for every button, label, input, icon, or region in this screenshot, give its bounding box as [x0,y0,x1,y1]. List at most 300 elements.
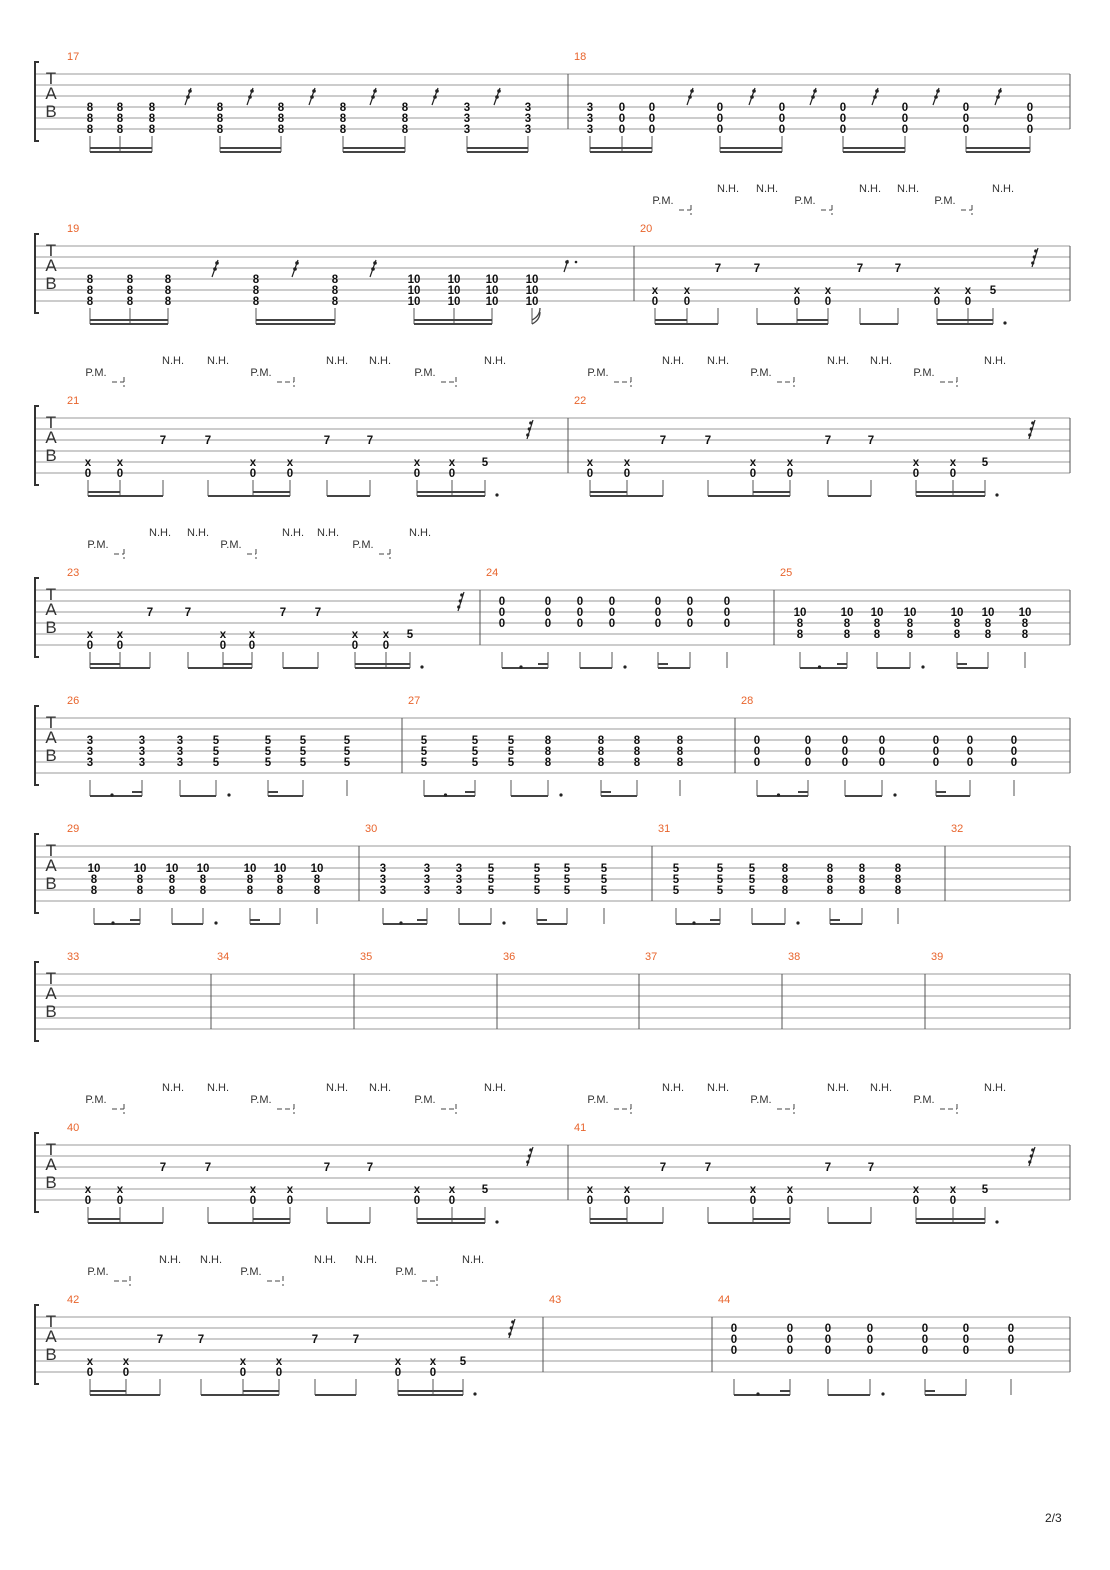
fret-number: 0 [286,1195,294,1207]
fret-number: 5 [343,735,351,747]
fret-number: 10 [447,296,461,308]
fret-number: 5 [563,863,571,875]
fret-number: 0 [576,607,584,619]
fret-number: 8 [164,296,172,308]
measure-number: 42 [67,1294,80,1306]
fret-number: 8 [216,102,224,114]
palm-mute-label: P.M. [220,539,242,551]
fret-number: 0 [248,640,256,652]
tab-clef-letter: A [45,856,57,875]
tab-clef-letter: T [45,1140,57,1159]
fret-number: 8 [858,885,866,897]
natural-harmonic-label: N.H. [149,527,171,539]
rhythm-dot [893,793,896,796]
natural-harmonic-label: N.H. [317,527,339,539]
fret-number: 8 [126,296,134,308]
sixteenth-rest [875,89,879,93]
fret-number: 8 [86,113,94,125]
rhythm-dot [502,921,505,924]
sixteenth-rest [813,89,817,93]
fret-number: 0 [1026,102,1034,114]
fret-number: 0 [866,1323,874,1335]
measure-number: 34 [217,951,230,963]
fret-number: 10 [525,274,539,286]
tab-clef-letter: T [45,969,57,988]
tab-clef-letter: B [45,874,57,893]
sixteenth-rest [497,89,501,93]
fret-number: 0 [841,746,849,758]
fret-number: 10 [133,863,147,875]
fret-number: 10 [165,863,179,875]
fret-number: 5 [716,885,724,897]
fret-number: 0 [804,746,812,758]
fret-number: 5 [533,863,541,875]
fret-number: 0 [84,468,92,480]
fret-number: 0 [921,1334,929,1346]
fret-number: 5 [299,757,307,769]
fret-number: 0 [1007,1323,1015,1335]
fret-number: 8 [597,746,605,758]
fret-number: 0 [413,468,421,480]
fret-number: 5 [343,757,351,769]
natural-harmonic-label: N.H. [859,183,881,195]
measure-number: 25 [780,567,793,579]
fret-number: 0 [804,735,812,747]
fret-number: 5 [563,885,571,897]
rhythm-dot [444,793,447,796]
sixteenth-rest [690,103,691,104]
fret-number: 7 [184,607,192,619]
fret-number: 0 [1007,1345,1015,1357]
fret-number: 8 [277,113,285,125]
fret-number: 8 [843,618,851,630]
fret-number: 5 [533,885,541,897]
fret-number: 0 [1010,746,1018,758]
fret-number: 8 [252,285,260,297]
fret-number: x [248,629,256,641]
measure-number: 22 [574,395,587,407]
fret-number: 0 [962,1345,970,1357]
fret-number: 8 [826,863,834,875]
fret-number: 8 [826,885,834,897]
fret-number: 8 [894,874,902,886]
fret-number: 8 [126,285,134,297]
fret-number: 0 [219,640,227,652]
natural-harmonic-label: N.H. [282,527,304,539]
sixteenth-rest [495,95,499,99]
fret-number: 0 [586,468,594,480]
fret-number: 8 [277,102,285,114]
fret-number: 8 [796,618,804,630]
fret-number: 8 [199,874,207,886]
thirty-second-rest [510,1326,513,1329]
fret-number: 8 [168,885,176,897]
fret-number: 8 [276,885,284,897]
fret-number: 7 [311,1334,319,1346]
fret-number: x [286,1184,294,1196]
palm-mute-extent [379,549,390,559]
fret-number: 0 [394,1367,402,1379]
fret-number: 7 [824,1162,832,1174]
fret-number: 0 [901,124,909,136]
tab-clef-letter: T [45,841,57,860]
fret-number: 5 [716,874,724,886]
tab-clef-letter: T [45,1312,57,1331]
rhythm-dot [214,921,217,924]
natural-harmonic-label: N.H. [870,1082,892,1094]
palm-mute-label: P.M. [934,195,956,207]
tab-clef-letter: A [45,84,57,103]
tab-clef-letter: T [45,713,57,732]
sixteenth-rest [310,95,314,99]
fret-number: 5 [420,757,428,769]
fret-number: 0 [932,746,940,758]
fret-number: 5 [471,746,479,758]
measure-number: 43 [549,1294,562,1306]
sixteenth-rest [188,103,189,104]
fret-number: 3 [455,885,463,897]
fret-number: x [586,457,594,469]
tab-clef-letter: T [45,413,57,432]
fret-number: 0 [618,124,626,136]
fret-number: 7 [824,435,832,447]
palm-mute-extent [441,1104,456,1114]
fret-number: 0 [786,1323,794,1335]
fret-number: 7 [856,263,864,275]
fret-number: 7 [204,435,212,447]
fret-number: 8 [894,863,902,875]
sixteenth-rest [936,103,937,104]
fret-number: 8 [781,863,789,875]
palm-mute-label: P.M. [85,367,107,379]
fret-number: 5 [299,746,307,758]
sixteenth-rest [371,267,375,271]
sixteenth-rest [497,103,498,104]
fret-number: 0 [753,757,761,769]
fret-number: 3 [586,113,594,125]
fret-number: x [382,629,390,641]
fret-number: 3 [138,735,146,747]
palm-mute-extent [114,549,124,559]
natural-harmonic-label: N.H. [200,1254,222,1266]
palm-mute-extent [821,205,832,215]
fret-number: 5 [264,746,272,758]
fret-number: 3 [176,757,184,769]
fret-number: 7 [323,435,331,447]
palm-mute-label: P.M. [652,195,674,207]
natural-harmonic-label: N.H. [207,355,229,367]
natural-harmonic-label: N.H. [992,183,1014,195]
fret-number: 10 [793,607,807,619]
palm-mute-extent [112,1104,124,1114]
natural-harmonic-label: N.H. [707,355,729,367]
fret-number: 8 [331,296,339,308]
tab-clef-letter: A [45,984,57,1003]
fret-number: 0 [116,468,124,480]
fret-number: 0 [429,1367,437,1379]
fret-number: 7 [159,435,167,447]
fret-number: 0 [824,1345,832,1357]
palm-mute-label: P.M. [414,367,436,379]
measure-number: 38 [788,951,801,963]
fret-number: x [239,1356,247,1368]
measure-number: 32 [951,823,964,835]
fret-number: 5 [981,1184,989,1196]
fret-number: 0 [249,1195,257,1207]
measure-number: 44 [718,1294,731,1306]
fret-number: 8 [148,113,156,125]
fret-number: 3 [524,102,532,114]
palm-mute-extent [940,1104,957,1114]
fret-number: 0 [683,296,691,308]
fret-number: 0 [866,1345,874,1357]
fret-number: 8 [86,274,94,286]
fret-number: 0 [749,468,757,480]
palm-mute-extent [961,205,972,215]
fret-number: 0 [544,596,552,608]
fret-number: 7 [156,1334,164,1346]
thirty-second-rest [528,1154,531,1157]
fret-number: x [949,1184,957,1196]
rhythm-dot [519,665,522,668]
fret-number: x [786,457,794,469]
fret-number: 0 [618,102,626,114]
sixteenth-rest [996,95,1000,99]
fret-number: 0 [1010,757,1018,769]
fret-number: 0 [901,113,909,125]
rhythm-dot [995,1220,998,1223]
fret-number: 8 [781,874,789,886]
palm-mute-extent [267,1276,283,1286]
natural-harmonic-label: N.H. [662,1082,684,1094]
sixteenth-rest [215,261,219,265]
fret-number: 0 [912,1195,920,1207]
fret-number: 7 [366,435,374,447]
fret-number: 0 [686,596,694,608]
measure-number: 24 [486,567,499,579]
rhythm-dot [473,1392,476,1395]
fret-number: 8 [86,102,94,114]
fret-number: 3 [586,124,594,136]
palm-mute-label: P.M. [913,367,935,379]
sixteenth-rest [934,95,938,99]
fret-number: 0 [962,113,970,125]
fret-number: x [249,1184,257,1196]
fret-number: x [116,629,124,641]
sixteenth-rest [213,267,217,271]
rhythm-dot [995,493,998,496]
fret-number: x [351,629,359,641]
fret-number: 0 [116,1195,124,1207]
fret-number: 0 [413,1195,421,1207]
fret-number: x [448,1184,456,1196]
fret-number: 5 [487,885,495,897]
tab-clef-letter: T [45,585,57,604]
fret-number: 0 [608,596,616,608]
fret-number: x [964,285,972,297]
fret-number: 0 [716,102,724,114]
fret-number: 0 [804,757,812,769]
fret-number: x [122,1356,130,1368]
rhythm-dot [399,921,402,924]
measure-number: 40 [67,1122,80,1134]
sixteenth-rest [215,275,216,276]
fret-number: 7 [659,435,667,447]
fret-number: 0 [786,1345,794,1357]
fret-number: 8 [90,874,98,886]
fret-number: 0 [382,640,390,652]
rhythm-dot [777,793,780,796]
fret-number: 8 [168,874,176,886]
fret-number: 0 [544,618,552,630]
sixteenth-rest [312,89,316,93]
fret-number: 3 [524,124,532,136]
fret-number: 0 [648,113,656,125]
fret-number: 8 [676,757,684,769]
natural-harmonic-label: N.H. [827,355,849,367]
fret-number: 0 [966,746,974,758]
palm-mute-extent [112,377,124,387]
fret-number: 0 [932,735,940,747]
fret-number: 7 [714,263,722,275]
fret-number: 3 [463,113,471,125]
fret-number: 0 [966,757,974,769]
sixteenth-rest [752,89,756,93]
natural-harmonic-label: N.H. [369,355,391,367]
fret-number: 5 [299,735,307,747]
fret-number: 0 [878,735,886,747]
fret-number: 3 [176,735,184,747]
fret-number: 0 [878,757,886,769]
page-number: 2/3 [1045,1511,1062,1525]
fret-number: x [448,457,456,469]
thirty-second-rest [529,421,532,424]
fret-number: 0 [648,102,656,114]
fret-number: 5 [487,874,495,886]
fret-number: x [86,1356,94,1368]
fret-number: 5 [264,757,272,769]
fret-number: 8 [277,124,285,136]
fret-number: 10 [903,607,917,619]
fret-number: 8 [339,124,347,136]
sixteenth-rest [373,275,374,276]
fret-number: 3 [524,113,532,125]
fret-number: 0 [786,468,794,480]
fret-number: 5 [981,457,989,469]
fret-number: 0 [723,618,731,630]
fret-number: 0 [912,468,920,480]
fret-number: 0 [839,113,847,125]
fret-number: 8 [858,863,866,875]
fret-number: 8 [676,735,684,747]
fret-number: 0 [286,468,294,480]
natural-harmonic-label: N.H. [159,1254,181,1266]
fret-number: 0 [654,618,662,630]
thirty-second-rest [529,1148,532,1151]
fret-number: 10 [485,274,499,286]
sixteenth-rest [433,95,437,99]
fret-number: x [413,457,421,469]
fret-number: 5 [672,874,680,886]
tab-clef-letter: B [45,1345,57,1364]
palm-mute-label: P.M. [87,539,109,551]
fret-number: 0 [932,757,940,769]
fret-number: 0 [949,1195,957,1207]
fret-number: x [84,457,92,469]
fret-number: 0 [962,1334,970,1346]
fret-number: 8 [401,113,409,125]
thirty-second-rest [1031,1148,1034,1151]
fret-number: x [949,457,957,469]
fret-number: x [394,1356,402,1368]
sixteenth-rest [295,261,299,265]
fret-number: 8 [1021,618,1029,630]
tab-clef-letter: A [45,600,57,619]
palm-mute-extent [422,1276,437,1286]
fret-number: 0 [623,468,631,480]
measure-number: 39 [931,951,944,963]
natural-harmonic-label: N.H. [369,1082,391,1094]
fret-number: x [824,285,832,297]
natural-harmonic-label: N.H. [326,355,348,367]
measure-number: 29 [67,823,80,835]
fret-number: 0 [1026,113,1034,125]
palm-mute-extent [940,377,957,387]
fret-number: 8 [401,102,409,114]
fret-number: 5 [487,863,495,875]
natural-harmonic-label: N.H. [897,183,919,195]
fret-number: x [912,1184,920,1196]
sixteenth-rest [811,95,815,99]
fret-number: 0 [116,640,124,652]
fret-number: 7 [894,263,902,275]
fret-number: 8 [873,618,881,630]
fret-number: 8 [544,746,552,758]
rhythm-dot [495,493,498,496]
fret-number: 5 [459,1356,467,1368]
fret-number: 5 [212,746,220,758]
thirty-second-rest [457,605,460,608]
fret-number: x [86,629,94,641]
natural-harmonic-label: N.H. [984,1082,1006,1094]
fret-number: 5 [533,874,541,886]
eighth-rest [565,260,569,264]
rhythm-dot [559,793,562,796]
measure-number: 19 [67,223,80,235]
fret-number: 8 [984,618,992,630]
natural-harmonic-label: N.H. [326,1082,348,1094]
rhythm-dot [111,921,114,924]
fret-number: 10 [196,863,210,875]
fret-number: 10 [485,285,499,297]
fret-number: 0 [654,596,662,608]
measure-number: 37 [645,951,658,963]
palm-mute-extent [777,1104,794,1114]
fret-number: 0 [866,1334,874,1346]
sixteenth-rest [312,103,313,104]
fret-number: 0 [86,640,94,652]
fret-number: 0 [841,757,849,769]
fret-number: 5 [672,863,680,875]
palm-mute-label: P.M. [750,1094,772,1106]
fret-number: 10 [407,285,421,297]
measure-number: 36 [503,951,516,963]
fret-number: 5 [212,757,220,769]
fret-number: x [912,457,920,469]
fret-number: 10 [950,607,964,619]
measure-number: 31 [658,823,671,835]
fret-number: 8 [164,274,172,286]
